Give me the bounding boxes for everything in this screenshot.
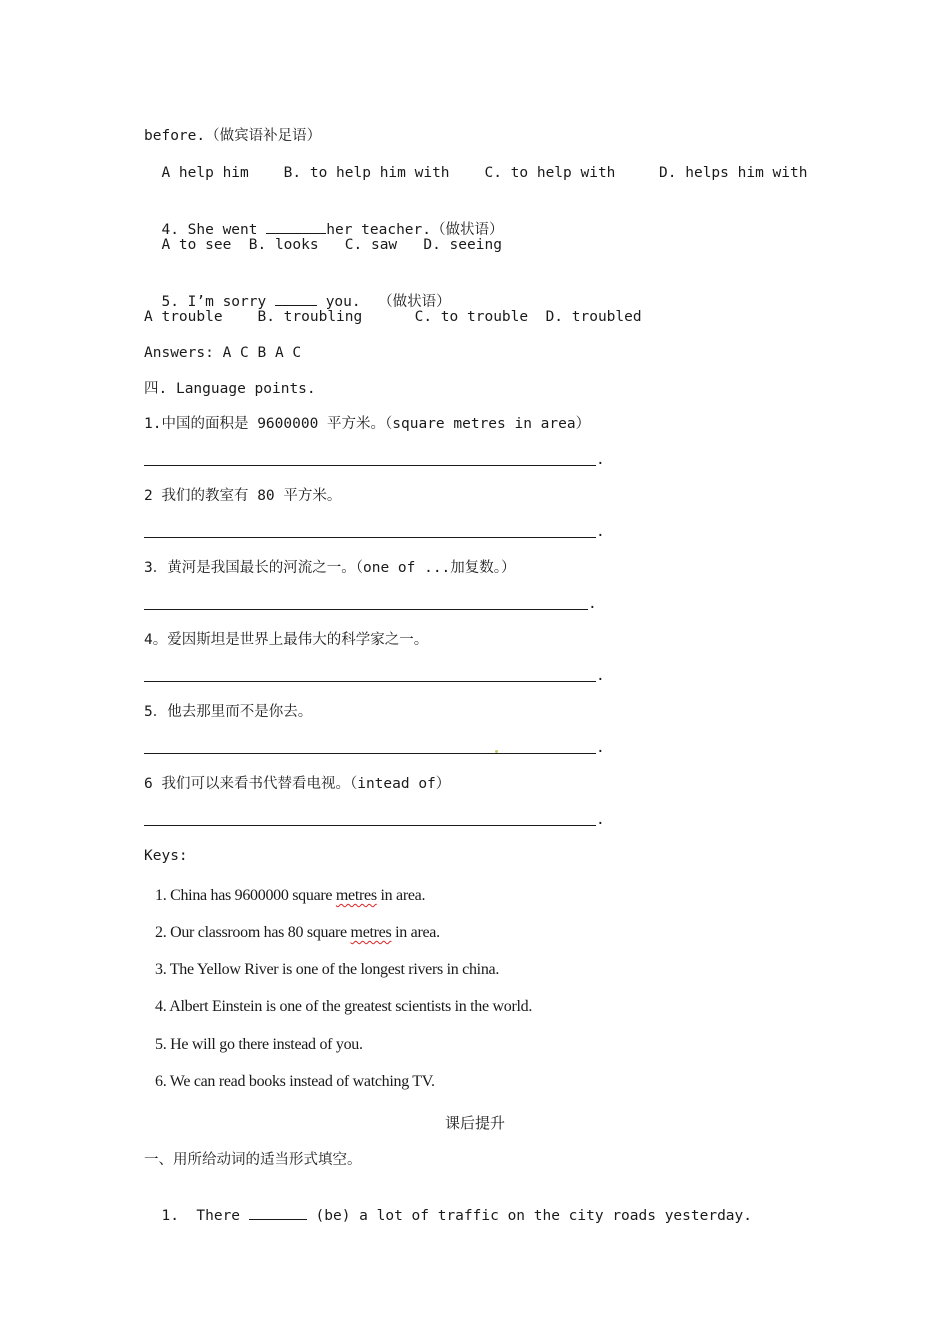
key-2 [155,923,440,943]
period: . [596,812,605,828]
answer-line-3 [144,594,604,614]
key-1-a: 1. China has 9600000 square [155,887,336,904]
period: . [596,668,605,684]
key-4: 4. Albert Einstein is one of the greatest scientists in the world. [155,998,533,1015]
answer-line-2 [144,522,614,542]
l1: before.（做宾语补足语） [144,128,322,144]
period: . [596,452,605,468]
options-4: A to see B. looks C. saw D. seeing [144,237,502,253]
answer-line-1 [144,450,614,470]
translation-3: 3．黄河是我国最长的河流之一。（one of ...加复数。） [144,560,516,576]
question-5 [144,271,451,312]
question-4 [144,199,504,240]
question-5-end: you. （做状语） [316,294,451,310]
question-start: 1. There [161,1208,249,1224]
key-1 [155,886,425,906]
rule [144,537,596,538]
key-6: 6. We can read books instead of watching TV. [155,1073,435,1090]
question-4-start: 4. She went [161,222,267,238]
section-heading: 四. Language points. [144,381,316,397]
question-end: (be) a lot of traffic on the city roads yesterday. [306,1208,752,1224]
answer-line-6 [144,810,614,830]
after-class-section: 一、用所给动词的适当形式填空。 [144,1152,362,1168]
stray-mark [495,750,498,753]
after-class-question-1 [144,1185,752,1226]
question-5-start: 5. I’m sorry [161,294,275,310]
rule [144,465,596,466]
translation-5: 5．他去那里而不是你去。 [144,704,313,720]
answer-line-4 [144,666,614,686]
key-3: 3. The Yellow River is one of the longest rivers in china. [155,961,500,978]
period: . [596,740,605,756]
rule [144,681,596,682]
period: . [588,596,597,612]
blank [249,1205,307,1220]
key-1-c: in area. [376,887,426,904]
translation-4: 4。爱因斯坦是世界上最伟大的科学家之一。 [144,632,429,648]
translation-2: 2 我们的教室有 80 平方米。 [144,488,342,504]
rule [144,753,596,754]
key-2-a: 2. Our classroom has 80 square [155,924,351,941]
key-2-b: metres [350,924,392,941]
key-5: 5. He will go there instead of you. [155,1036,363,1053]
translation-6: 6 我们可以来看书代替看电视。（intead of） [144,776,451,792]
blank [266,219,326,234]
options-3: A help him B. to help him with C. to help with D. helps him with [144,165,808,181]
question-4-end: her teacher.（做状语） [326,222,504,238]
answers: Answers: A C B A C [144,345,302,361]
key-2-c: in area. [391,924,440,941]
after-class-title: 课后提升 [444,1114,505,1132]
options-5: A trouble B. troubling C. to trouble D. troubled [144,309,642,325]
rule [144,825,596,826]
key-1-b: metres [335,887,377,904]
period: . [596,524,605,540]
answer-line-5 [144,738,614,758]
keys-label: Keys: [144,848,188,864]
blank [275,291,317,306]
rule [144,609,588,610]
translation-1: 1.中国的面积是 9600000 平方米。（square metres in area） [144,416,591,432]
